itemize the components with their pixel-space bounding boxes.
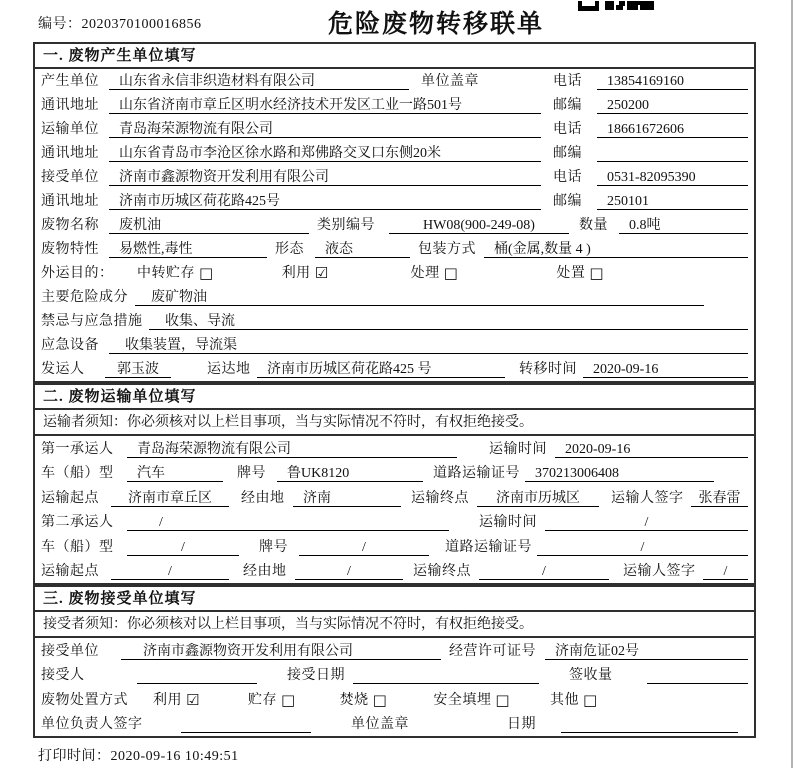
page-edge-line — [791, 0, 793, 768]
row-shipper — [35, 357, 754, 381]
row-transfer-purpose — [35, 261, 754, 285]
document-header — [0, 0, 796, 40]
address-value-1: 山东省济南市章丘区明水经济技术开发区工业一路501号 — [109, 97, 541, 114]
section-waste-receiver — [33, 585, 756, 738]
disposal-option-label: 焚烧 — [339, 692, 369, 708]
phone-value-3: 0531-82095390 — [597, 169, 748, 186]
waste-character-label: 废物特性 — [41, 242, 99, 257]
waste-character-value: 易燃性,毒性 — [109, 241, 267, 258]
disposal-option-landfill — [433, 692, 510, 709]
terminus-label-1: 运输终点 — [411, 490, 469, 506]
checkbox-transfer-storage: □ — [199, 264, 214, 282]
disposal-option-label: 安全填埋 — [433, 692, 492, 708]
row-waste-character — [35, 237, 754, 261]
received-qty-value — [647, 667, 748, 684]
first-carrier-value: 青岛海荣源物流有限公司 — [127, 441, 457, 458]
vehicle-type-value-1: 汽车 — [127, 465, 223, 482]
plate-value-1: 鲁UK8120 — [277, 465, 423, 482]
destination-value: 济南市历城区荷花路425 号 — [257, 361, 505, 378]
quantity-value: 0.8吨 — [619, 217, 748, 234]
phone-value-2: 18661672606 — [597, 121, 748, 138]
transport-unit-value: 青岛海荣源物流有限公司 — [109, 121, 541, 138]
origin-value-1: 济南市章丘区 — [111, 490, 229, 507]
row-waste-name — [35, 213, 754, 237]
disposal-option-label: 利用 — [153, 692, 182, 708]
quantity-label: 数量 — [579, 218, 608, 233]
address-label-1: 通讯地址 — [41, 98, 99, 113]
receiver-unit-value: 济南市鑫源物资开发利用有限公司 — [109, 169, 541, 186]
road-permit-label-2: 道路运输证号 — [445, 539, 532, 555]
disposal-method-label: 废物处置方式 — [41, 692, 128, 708]
transfer-time-value: 2020-09-16 — [583, 361, 748, 378]
purpose-option-label: 中转贮存 — [137, 266, 195, 281]
row-producer-address — [35, 93, 754, 117]
checkbox-disposal-landfill: □ — [495, 690, 511, 709]
address-label-2: 通讯地址 — [41, 146, 99, 161]
transport-unit-label: 运输单位 — [41, 122, 99, 137]
taboo-measures-value: 收集、导流 — [149, 313, 748, 330]
date-value — [561, 716, 738, 733]
road-permit-value-2: / — [537, 539, 748, 556]
second-carrier-label: 第二承运人 — [41, 515, 114, 530]
receiving-unit-value: 济南市鑫源物资开发利用有限公司 — [121, 643, 441, 660]
waste-name-label: 废物名称 — [41, 218, 99, 233]
page-title: 危险废物转移联单 — [328, 11, 545, 38]
via-value-2: / — [295, 563, 403, 580]
zip-value-2 — [597, 145, 748, 162]
receiving-unit-label: 接受单位 — [41, 643, 99, 659]
plate-value-2: / — [299, 539, 429, 556]
doc-number — [38, 13, 202, 33]
carrier-sign-label-2: 运输人签字 — [623, 564, 696, 579]
phone-label-1: 电话 — [553, 74, 582, 89]
date-label: 日期 — [507, 717, 536, 732]
purpose-option-transfer-storage — [137, 265, 214, 282]
address-label-3: 通讯地址 — [41, 194, 99, 209]
terminus-label-2: 运输终点 — [413, 564, 471, 579]
checkbox-treat: □ — [443, 264, 459, 282]
terminus-value-2: / — [479, 563, 609, 580]
row-transport-unit — [35, 117, 754, 141]
zip-label-3: 邮编 — [553, 194, 582, 209]
form-label: 形态 — [275, 242, 304, 257]
emergency-equipment-value: 收集装置，导流渠 — [109, 337, 748, 354]
doc-number-value: 2020370100016856 — [81, 17, 202, 32]
transport-time-label-2: 运输时间 — [479, 515, 537, 530]
row-recipient — [35, 663, 754, 688]
emergency-equipment-label: 应急设备 — [41, 338, 99, 353]
section2-heading: 二. 废物运输单位填写 — [35, 385, 754, 410]
via-label-2: 经由地 — [243, 564, 287, 579]
purpose-option-treat — [411, 265, 459, 282]
vehicle-type-value-2: / — [127, 539, 239, 556]
disposal-option-storage — [248, 692, 296, 709]
via-label-1: 经由地 — [241, 490, 285, 506]
plate-label-1: 牌号 — [237, 466, 266, 481]
row-second-carrier — [35, 510, 754, 535]
second-carrier-value: / — [127, 514, 449, 531]
main-hazard-label: 主要危险成分 — [41, 290, 128, 305]
row-main-hazard — [35, 285, 754, 309]
packing-label: 包装方式 — [418, 242, 476, 257]
via-value-1: 济南 — [293, 490, 401, 507]
main-hazard-value: 废矿物油 — [135, 289, 704, 306]
checkbox-disposal-storage: □ — [280, 690, 296, 709]
print-time-value: 2020-09-16 10:49:51 — [110, 749, 239, 764]
row-receiver-address — [35, 189, 754, 213]
receive-date-label: 接受日期 — [287, 668, 345, 683]
purpose-option-utilize — [282, 265, 329, 282]
disposal-option-incinerate — [340, 692, 388, 709]
unit-seal-label-2: 单位盖章 — [351, 717, 409, 732]
phone-label-2: 电话 — [553, 122, 582, 137]
form-value: 液态 — [315, 241, 410, 258]
first-carrier-label: 第一承运人 — [41, 441, 114, 457]
doc-number-label: 编号： — [38, 17, 82, 32]
origin-label-2: 运输起点 — [41, 564, 99, 579]
checkbox-disposal-other: □ — [583, 690, 598, 709]
phone-value-1: 13854169160 — [597, 73, 748, 90]
phone-label-3: 电话 — [553, 170, 582, 185]
destination-label: 运达地 — [207, 362, 251, 377]
checkbox-dispose: □ — [589, 264, 605, 282]
producer-unit-label: 产生单位 — [41, 74, 99, 89]
row-vehicle-1 — [35, 461, 754, 486]
receiver-notice: 接受者须知：你必须核对以上栏目事项，当与实际情况不符时，有权拒绝接受。 — [35, 612, 754, 638]
address-value-2: 山东省青岛市李沧区徐水路和郑佛路交叉口东侧20米 — [109, 145, 541, 162]
row-route-2 — [35, 559, 754, 584]
receive-date-value — [353, 667, 539, 684]
carrier-sign-value-2: / — [703, 563, 748, 580]
waste-name-value: 废机油 — [109, 217, 309, 234]
row-first-carrier — [35, 436, 754, 461]
transporter-notice: 运输者须知：你必须核对以上栏目事项，当与实际情况不符时，有权拒绝接受。 — [35, 410, 754, 436]
row-vehicle-2 — [35, 534, 754, 559]
producer-unit-value: 山东省永信非织造材料有限公司 — [109, 73, 409, 90]
zip-label-2: 邮编 — [553, 146, 582, 161]
row-receiver-unit — [35, 165, 754, 189]
category-code-label: 类别编号 — [317, 218, 375, 233]
recipient-value — [137, 667, 257, 684]
origin-value-2: / — [111, 563, 229, 580]
zip-value-1: 250200 — [597, 97, 748, 114]
row-emergency-equipment — [35, 333, 754, 357]
zip-value-3: 250101 — [597, 193, 748, 210]
purpose-option-dispose — [556, 265, 604, 282]
responsible-sign-label: 单位负责人签字 — [41, 717, 143, 732]
transport-time-value-1: 2020-09-16 — [555, 441, 748, 458]
category-code-value: HW08(900-249-08) — [389, 217, 569, 234]
receiver-unit-label: 接受单位 — [41, 170, 99, 185]
checkbox-disposal-utilize: ☑ — [186, 690, 200, 709]
row-disposal-method — [35, 687, 754, 712]
taboo-measures-label: 禁忌与应急措施 — [41, 314, 143, 329]
carrier-sign-label-1: 运输人签字 — [611, 490, 684, 506]
shipper-value: 郭玉波 — [105, 361, 171, 378]
checkbox-utilize: ☑ — [314, 264, 329, 282]
transfer-purpose-label: 外运目的： — [41, 266, 114, 281]
recipient-label: 接受人 — [41, 668, 85, 683]
transfer-time-label: 转移时间 — [519, 362, 577, 377]
purpose-option-label: 处理 — [410, 266, 440, 281]
carrier-sign-value-1: 张春雷 — [691, 490, 748, 507]
purpose-option-label: 利用 — [281, 266, 311, 281]
transport-time-value-2: / — [545, 514, 748, 531]
plate-label-2: 牌号 — [259, 539, 288, 555]
disposal-option-utilize — [153, 692, 200, 709]
row-responsible-signature — [35, 712, 754, 737]
row-taboo-measures — [35, 309, 754, 333]
packing-value: 桶(金属,数量 4 ) — [484, 241, 591, 258]
row-receiving-unit — [35, 638, 754, 663]
print-time-label: 打印时间： — [38, 749, 111, 764]
section-waste-producer — [33, 42, 756, 383]
section3-heading: 三. 废物接受单位填写 — [35, 587, 754, 612]
terminus-value-1: 济南市历城区 — [477, 490, 599, 507]
origin-label-1: 运输起点 — [41, 490, 99, 506]
vehicle-type-label-2: 车（船）型 — [41, 539, 114, 555]
vehicle-type-label-1: 车（船）型 — [41, 466, 114, 481]
disposal-option-label: 其他 — [550, 692, 580, 708]
road-permit-value-1: 370213006408 — [525, 465, 714, 482]
print-time — [38, 745, 756, 765]
road-permit-label-1: 道路运输证号 — [433, 466, 520, 481]
purpose-option-label: 处置 — [556, 266, 586, 281]
qr-code-fragment — [578, 0, 654, 10]
license-label: 经营许可证号 — [449, 643, 536, 659]
shipper-label: 发运人 — [41, 362, 85, 377]
zip-label-1: 邮编 — [553, 98, 582, 113]
section-waste-transporter — [33, 383, 756, 585]
responsible-sign-value — [181, 716, 311, 733]
row-producer-unit — [35, 69, 754, 93]
section1-heading: 一. 废物产生单位填写 — [35, 44, 754, 69]
manifest-form — [33, 42, 756, 765]
disposal-option-other — [550, 692, 598, 709]
address-value-3: 济南市历城区荷花路425号 — [109, 193, 541, 210]
checkbox-disposal-incinerate: □ — [372, 690, 388, 709]
packing-underline-ext — [591, 241, 748, 258]
transport-time-label-1: 运输时间 — [489, 441, 547, 457]
disposal-option-label: 贮存 — [247, 692, 277, 708]
received-qty-label: 签收量 — [569, 668, 613, 683]
row-route-1 — [35, 485, 754, 510]
unit-seal-label: 单位盖章 — [421, 74, 479, 89]
row-transport-address — [35, 141, 754, 165]
license-value: 济南危证02号 — [545, 643, 748, 660]
